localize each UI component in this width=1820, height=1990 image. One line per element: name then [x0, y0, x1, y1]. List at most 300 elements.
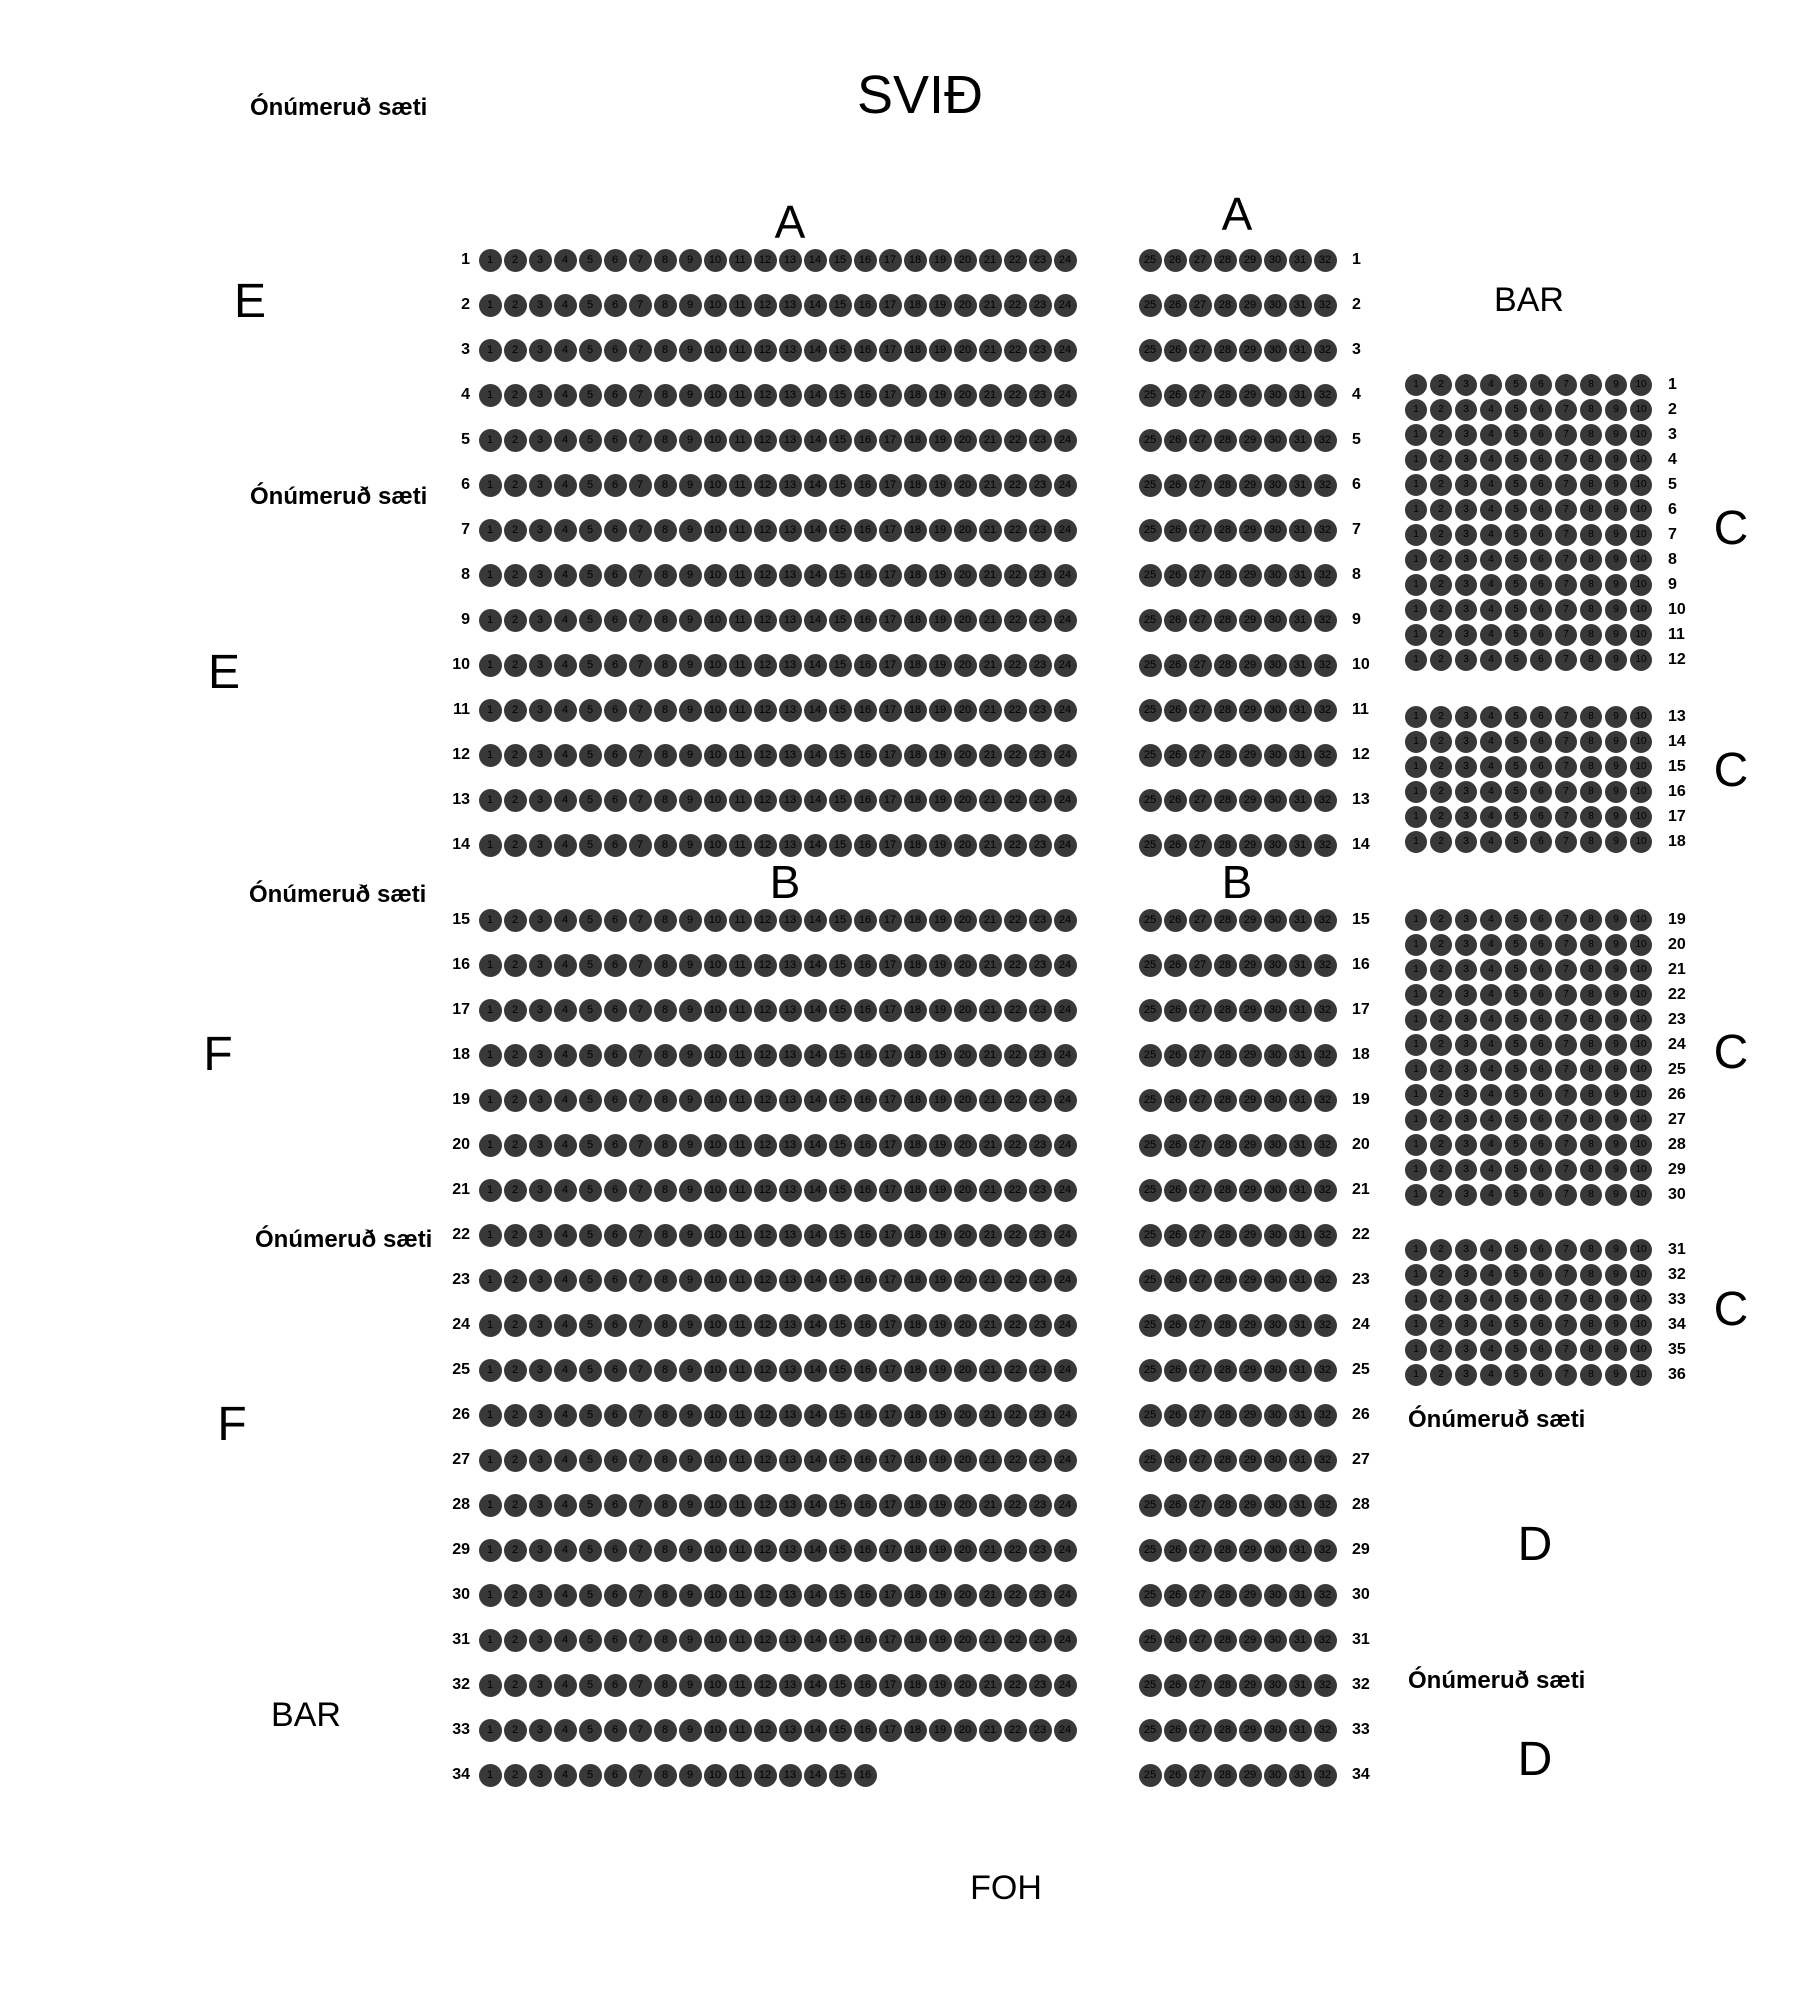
seat[interactable]: 23 [1029, 744, 1052, 767]
seat[interactable]: 14 [804, 744, 827, 767]
seat[interactable]: 3 [1455, 1084, 1477, 1106]
seat[interactable]: 5 [579, 1719, 602, 1742]
seat[interactable]: 32 [1314, 564, 1337, 587]
seat[interactable]: 18 [904, 1314, 927, 1337]
seat[interactable]: 8 [1580, 909, 1602, 931]
seat[interactable]: 29 [1239, 1269, 1262, 1292]
seat[interactable]: 20 [954, 249, 977, 272]
seat[interactable]: 4 [1480, 1034, 1502, 1056]
seat[interactable]: 3 [529, 1224, 552, 1247]
seat[interactable]: 11 [729, 1269, 752, 1292]
seat[interactable]: 5 [579, 699, 602, 722]
seat[interactable]: 23 [1029, 1359, 1052, 1382]
seat[interactable]: 5 [1505, 756, 1527, 778]
seat[interactable]: 24 [1054, 294, 1077, 317]
seat[interactable]: 2 [1430, 1034, 1452, 1056]
seat[interactable]: 3 [529, 834, 552, 857]
seat[interactable]: 30 [1264, 384, 1287, 407]
seat[interactable]: 13 [779, 909, 802, 932]
seat[interactable]: 7 [629, 699, 652, 722]
seat[interactable]: 1 [1405, 934, 1427, 956]
seat[interactable]: 4 [1480, 731, 1502, 753]
seat[interactable]: 30 [1264, 1224, 1287, 1247]
seat[interactable]: 1 [479, 1314, 502, 1337]
seat[interactable]: 1 [1405, 1009, 1427, 1031]
seat[interactable]: 7 [1555, 374, 1577, 396]
seat[interactable]: 3 [529, 1539, 552, 1562]
seat[interactable]: 3 [1455, 1009, 1477, 1031]
seat[interactable]: 13 [779, 564, 802, 587]
seat[interactable]: 3 [1455, 1034, 1477, 1056]
seat[interactable]: 13 [779, 1404, 802, 1427]
seat[interactable]: 16 [854, 564, 877, 587]
seat[interactable]: 30 [1264, 1404, 1287, 1427]
seat[interactable]: 21 [979, 954, 1002, 977]
seat[interactable]: 31 [1289, 1269, 1312, 1292]
seat[interactable]: 5 [1505, 474, 1527, 496]
seat[interactable]: 10 [1630, 524, 1652, 546]
seat[interactable]: 6 [604, 1224, 627, 1247]
seat[interactable]: 18 [904, 1404, 927, 1427]
seat[interactable]: 2 [1430, 1109, 1452, 1131]
seat[interactable]: 9 [679, 429, 702, 452]
seat[interactable]: 18 [904, 1629, 927, 1652]
seat[interactable]: 16 [854, 1629, 877, 1652]
seat[interactable]: 10 [704, 1404, 727, 1427]
seat[interactable]: 2 [504, 1089, 527, 1112]
seat[interactable]: 3 [1455, 756, 1477, 778]
seat[interactable]: 8 [1580, 756, 1602, 778]
seat[interactable]: 9 [1605, 934, 1627, 956]
seat[interactable]: 32 [1314, 834, 1337, 857]
seat[interactable]: 2 [504, 519, 527, 542]
seat[interactable]: 5 [579, 1134, 602, 1157]
seat[interactable]: 9 [1605, 499, 1627, 521]
seat[interactable]: 13 [779, 429, 802, 452]
seat[interactable]: 9 [1605, 1134, 1627, 1156]
seat[interactable]: 25 [1139, 564, 1162, 587]
seat[interactable]: 21 [979, 744, 1002, 767]
seat[interactable]: 18 [904, 1584, 927, 1607]
seat[interactable]: 18 [904, 744, 927, 767]
seat[interactable]: 24 [1054, 1089, 1077, 1112]
seat[interactable]: 1 [479, 429, 502, 452]
seat[interactable]: 10 [1630, 1314, 1652, 1336]
seat[interactable]: 26 [1164, 1089, 1187, 1112]
seat[interactable]: 25 [1139, 1044, 1162, 1067]
seat[interactable]: 30 [1264, 1764, 1287, 1787]
seat[interactable]: 21 [979, 834, 1002, 857]
seat[interactable]: 2 [504, 1314, 527, 1337]
seat[interactable]: 2 [1430, 474, 1452, 496]
seat[interactable]: 18 [904, 429, 927, 452]
seat[interactable]: 31 [1289, 909, 1312, 932]
seat[interactable]: 10 [704, 474, 727, 497]
seat[interactable]: 5 [1505, 599, 1527, 621]
seat[interactable]: 7 [1555, 1034, 1577, 1056]
seat[interactable]: 12 [754, 834, 777, 857]
seat[interactable]: 9 [1605, 1314, 1627, 1336]
seat[interactable]: 14 [804, 789, 827, 812]
seat[interactable]: 19 [929, 519, 952, 542]
seat[interactable]: 16 [854, 654, 877, 677]
seat[interactable]: 20 [954, 294, 977, 317]
seat[interactable]: 30 [1264, 609, 1287, 632]
seat[interactable]: 24 [1054, 1674, 1077, 1697]
seat[interactable]: 31 [1289, 789, 1312, 812]
seat[interactable]: 4 [554, 1089, 577, 1112]
seat[interactable]: 21 [979, 474, 1002, 497]
seat[interactable]: 5 [579, 1269, 602, 1292]
seat[interactable]: 13 [779, 1179, 802, 1202]
seat[interactable]: 31 [1289, 834, 1312, 857]
seat[interactable]: 30 [1264, 1674, 1287, 1697]
seat[interactable]: 32 [1314, 1179, 1337, 1202]
seat[interactable]: 32 [1314, 1629, 1337, 1652]
seat[interactable]: 26 [1164, 1314, 1187, 1337]
seat[interactable]: 28 [1214, 1719, 1237, 1742]
seat[interactable]: 6 [604, 429, 627, 452]
seat[interactable]: 4 [1480, 934, 1502, 956]
seat[interactable]: 10 [704, 519, 727, 542]
seat[interactable]: 8 [1580, 1034, 1602, 1056]
seat[interactable]: 26 [1164, 339, 1187, 362]
seat[interactable]: 16 [854, 429, 877, 452]
seat[interactable]: 9 [1605, 1339, 1627, 1361]
seat[interactable]: 1 [479, 1359, 502, 1382]
seat[interactable]: 10 [704, 1494, 727, 1517]
seat[interactable]: 3 [1455, 731, 1477, 753]
seat[interactable]: 30 [1264, 1629, 1287, 1652]
seat[interactable]: 7 [1555, 1109, 1577, 1131]
seat[interactable]: 1 [479, 1269, 502, 1292]
seat[interactable]: 20 [954, 519, 977, 542]
seat[interactable]: 28 [1214, 654, 1237, 677]
seat[interactable]: 12 [754, 1134, 777, 1157]
seat[interactable]: 26 [1164, 474, 1187, 497]
seat[interactable]: 13 [779, 1764, 802, 1787]
seat[interactable]: 2 [1430, 1084, 1452, 1106]
seat[interactable]: 6 [604, 1359, 627, 1382]
seat[interactable]: 29 [1239, 909, 1262, 932]
seat[interactable]: 31 [1289, 1089, 1312, 1112]
seat[interactable]: 5 [579, 1449, 602, 1472]
seat[interactable]: 6 [604, 1494, 627, 1517]
seat[interactable]: 19 [929, 564, 952, 587]
seat[interactable]: 2 [504, 909, 527, 932]
seat[interactable]: 3 [1455, 706, 1477, 728]
seat[interactable]: 23 [1029, 429, 1052, 452]
seat[interactable]: 29 [1239, 1449, 1262, 1472]
seat[interactable]: 30 [1264, 1359, 1287, 1382]
seat[interactable]: 5 [579, 789, 602, 812]
seat[interactable]: 1 [479, 1494, 502, 1517]
seat[interactable]: 8 [1580, 1159, 1602, 1181]
seat[interactable]: 30 [1264, 429, 1287, 452]
seat[interactable]: 2 [504, 1674, 527, 1697]
seat[interactable]: 26 [1164, 1674, 1187, 1697]
seat[interactable]: 11 [729, 1134, 752, 1157]
seat[interactable]: 30 [1264, 1044, 1287, 1067]
seat[interactable]: 12 [754, 909, 777, 932]
seat[interactable]: 7 [1555, 1339, 1577, 1361]
seat[interactable]: 10 [1630, 1009, 1652, 1031]
seat[interactable]: 5 [579, 1314, 602, 1337]
seat[interactable]: 19 [929, 1539, 952, 1562]
seat[interactable]: 11 [729, 294, 752, 317]
seat[interactable]: 20 [954, 654, 977, 677]
seat[interactable]: 7 [1555, 1084, 1577, 1106]
seat[interactable]: 2 [504, 1134, 527, 1157]
seat[interactable]: 30 [1264, 1584, 1287, 1607]
seat[interactable]: 32 [1314, 1674, 1337, 1697]
seat[interactable]: 32 [1314, 1044, 1337, 1067]
seat[interactable]: 7 [1555, 1264, 1577, 1286]
seat[interactable]: 3 [1455, 806, 1477, 828]
seat[interactable]: 18 [904, 1494, 927, 1517]
seat[interactable]: 8 [1580, 399, 1602, 421]
seat[interactable]: 23 [1029, 249, 1052, 272]
seat[interactable]: 13 [779, 1359, 802, 1382]
seat[interactable]: 7 [629, 609, 652, 632]
seat[interactable]: 28 [1214, 1359, 1237, 1382]
seat[interactable]: 27 [1189, 1314, 1212, 1337]
seat[interactable]: 10 [1630, 574, 1652, 596]
seat[interactable]: 12 [754, 999, 777, 1022]
seat[interactable]: 6 [1530, 1184, 1552, 1206]
seat[interactable]: 20 [954, 999, 977, 1022]
seat[interactable]: 8 [654, 339, 677, 362]
seat[interactable]: 15 [829, 429, 852, 452]
seat[interactable]: 5 [1505, 984, 1527, 1006]
seat[interactable]: 20 [954, 954, 977, 977]
seat[interactable]: 5 [1505, 1364, 1527, 1386]
seat[interactable]: 18 [904, 384, 927, 407]
seat[interactable]: 5 [579, 909, 602, 932]
seat[interactable]: 7 [629, 909, 652, 932]
seat[interactable]: 29 [1239, 609, 1262, 632]
seat[interactable]: 17 [879, 294, 902, 317]
seat[interactable]: 10 [704, 909, 727, 932]
seat[interactable]: 2 [1430, 524, 1452, 546]
seat[interactable]: 6 [1530, 706, 1552, 728]
seat[interactable]: 2 [1430, 624, 1452, 646]
seat[interactable]: 18 [904, 294, 927, 317]
seat[interactable]: 19 [929, 609, 952, 632]
seat[interactable]: 26 [1164, 564, 1187, 587]
seat[interactable]: 25 [1139, 1449, 1162, 1472]
seat[interactable]: 10 [1630, 549, 1652, 571]
seat[interactable]: 3 [529, 519, 552, 542]
seat[interactable]: 2 [1430, 599, 1452, 621]
seat[interactable]: 1 [1405, 1159, 1427, 1181]
seat[interactable]: 25 [1139, 1179, 1162, 1202]
seat[interactable]: 18 [904, 1359, 927, 1382]
seat[interactable]: 17 [879, 1449, 902, 1472]
seat[interactable]: 3 [529, 1494, 552, 1517]
seat[interactable]: 12 [754, 1314, 777, 1337]
seat[interactable]: 28 [1214, 954, 1237, 977]
seat[interactable]: 14 [804, 699, 827, 722]
seat[interactable]: 19 [929, 909, 952, 932]
seat[interactable]: 5 [579, 1539, 602, 1562]
seat[interactable]: 27 [1189, 1359, 1212, 1382]
seat[interactable]: 8 [1580, 1084, 1602, 1106]
seat[interactable]: 25 [1139, 249, 1162, 272]
seat[interactable]: 17 [879, 654, 902, 677]
seat[interactable]: 11 [729, 1719, 752, 1742]
seat[interactable]: 2 [1430, 399, 1452, 421]
seat[interactable]: 24 [1054, 609, 1077, 632]
seat[interactable]: 3 [1455, 549, 1477, 571]
seat[interactable]: 6 [1530, 934, 1552, 956]
seat[interactable]: 4 [554, 1764, 577, 1787]
seat[interactable]: 2 [1430, 574, 1452, 596]
seat[interactable]: 5 [1505, 731, 1527, 753]
seat[interactable]: 2 [1430, 1264, 1452, 1286]
seat[interactable]: 4 [554, 609, 577, 632]
seat[interactable]: 6 [1530, 1084, 1552, 1106]
seat[interactable]: 16 [854, 1314, 877, 1337]
seat[interactable]: 18 [904, 1674, 927, 1697]
seat[interactable]: 7 [1555, 449, 1577, 471]
seat[interactable]: 10 [1630, 1339, 1652, 1361]
seat[interactable]: 26 [1164, 744, 1187, 767]
seat[interactable]: 21 [979, 1674, 1002, 1697]
seat[interactable]: 20 [954, 1044, 977, 1067]
seat[interactable]: 20 [954, 1539, 977, 1562]
seat[interactable]: 28 [1214, 1134, 1237, 1157]
seat[interactable]: 10 [704, 1044, 727, 1067]
seat[interactable]: 17 [879, 1134, 902, 1157]
seat[interactable]: 17 [879, 1359, 902, 1382]
seat[interactable]: 25 [1139, 1719, 1162, 1742]
seat[interactable]: 13 [779, 1224, 802, 1247]
seat[interactable]: 9 [1605, 1159, 1627, 1181]
seat[interactable]: 7 [629, 1179, 652, 1202]
seat[interactable]: 16 [854, 1179, 877, 1202]
seat[interactable]: 31 [1289, 1584, 1312, 1607]
seat[interactable]: 1 [1405, 574, 1427, 596]
seat[interactable]: 1 [479, 474, 502, 497]
seat[interactable]: 30 [1264, 1449, 1287, 1472]
seat[interactable]: 10 [704, 789, 727, 812]
seat[interactable]: 1 [1405, 449, 1427, 471]
seat[interactable]: 31 [1289, 339, 1312, 362]
seat[interactable]: 9 [1605, 449, 1627, 471]
seat[interactable]: 29 [1239, 1629, 1262, 1652]
seat[interactable]: 1 [479, 1179, 502, 1202]
seat[interactable]: 6 [604, 699, 627, 722]
seat[interactable]: 8 [1580, 549, 1602, 571]
seat[interactable]: 32 [1314, 1719, 1337, 1742]
seat[interactable]: 17 [879, 1044, 902, 1067]
seat[interactable]: 29 [1239, 1584, 1262, 1607]
seat[interactable]: 9 [1605, 1009, 1627, 1031]
seat[interactable]: 7 [629, 1089, 652, 1112]
seat[interactable]: 5 [1505, 781, 1527, 803]
seat[interactable]: 13 [779, 339, 802, 362]
seat[interactable]: 27 [1189, 1044, 1212, 1067]
seat[interactable]: 9 [1605, 599, 1627, 621]
seat[interactable]: 1 [479, 384, 502, 407]
seat[interactable]: 23 [1029, 294, 1052, 317]
seat[interactable]: 7 [629, 1584, 652, 1607]
seat[interactable]: 13 [779, 1584, 802, 1607]
seat[interactable]: 13 [779, 609, 802, 632]
seat[interactable]: 26 [1164, 1404, 1187, 1427]
seat[interactable]: 32 [1314, 429, 1337, 452]
seat[interactable]: 4 [554, 1044, 577, 1067]
seat[interactable]: 17 [879, 339, 902, 362]
seat[interactable]: 7 [629, 1764, 652, 1787]
seat[interactable]: 4 [554, 1314, 577, 1337]
seat[interactable]: 12 [754, 1179, 777, 1202]
seat[interactable]: 8 [654, 654, 677, 677]
seat[interactable]: 28 [1214, 744, 1237, 767]
seat[interactable]: 8 [654, 564, 677, 587]
seat[interactable]: 8 [654, 519, 677, 542]
seat[interactable]: 30 [1264, 564, 1287, 587]
seat[interactable]: 30 [1264, 294, 1287, 317]
seat[interactable]: 21 [979, 1269, 1002, 1292]
seat[interactable]: 11 [729, 249, 752, 272]
seat[interactable]: 15 [829, 1134, 852, 1157]
seat[interactable]: 6 [604, 1764, 627, 1787]
seat[interactable]: 4 [554, 699, 577, 722]
seat[interactable]: 20 [954, 339, 977, 362]
seat[interactable]: 11 [729, 1494, 752, 1517]
seat[interactable]: 20 [954, 1404, 977, 1427]
seat[interactable]: 3 [529, 1449, 552, 1472]
seat[interactable]: 13 [779, 474, 802, 497]
seat[interactable]: 22 [1004, 519, 1027, 542]
seat[interactable]: 6 [1530, 474, 1552, 496]
seat[interactable]: 21 [979, 909, 1002, 932]
seat[interactable]: 20 [954, 1269, 977, 1292]
seat[interactable]: 21 [979, 1314, 1002, 1337]
seat[interactable]: 22 [1004, 1359, 1027, 1382]
seat[interactable]: 9 [679, 1674, 702, 1697]
seat[interactable]: 25 [1139, 954, 1162, 977]
seat[interactable]: 22 [1004, 654, 1027, 677]
seat[interactable]: 22 [1004, 834, 1027, 857]
seat[interactable]: 5 [579, 1404, 602, 1427]
seat[interactable]: 1 [1405, 1134, 1427, 1156]
seat[interactable]: 22 [1004, 1269, 1027, 1292]
seat[interactable]: 12 [754, 1764, 777, 1787]
seat[interactable]: 8 [1580, 1109, 1602, 1131]
seat[interactable]: 27 [1189, 1449, 1212, 1472]
seat[interactable]: 19 [929, 834, 952, 857]
seat[interactable]: 6 [604, 834, 627, 857]
seat[interactable]: 21 [979, 654, 1002, 677]
seat[interactable]: 17 [879, 1629, 902, 1652]
seat[interactable]: 2 [504, 789, 527, 812]
seat[interactable]: 16 [854, 294, 877, 317]
seat[interactable]: 31 [1289, 1494, 1312, 1517]
seat[interactable]: 6 [1530, 756, 1552, 778]
seat[interactable]: 4 [1480, 649, 1502, 671]
seat[interactable]: 4 [1480, 1289, 1502, 1311]
seat[interactable]: 19 [929, 1269, 952, 1292]
seat[interactable]: 4 [1480, 1009, 1502, 1031]
seat[interactable]: 4 [1480, 624, 1502, 646]
seat[interactable]: 2 [1430, 1009, 1452, 1031]
seat[interactable]: 8 [1580, 524, 1602, 546]
seat[interactable]: 8 [1580, 374, 1602, 396]
seat[interactable]: 26 [1164, 1134, 1187, 1157]
